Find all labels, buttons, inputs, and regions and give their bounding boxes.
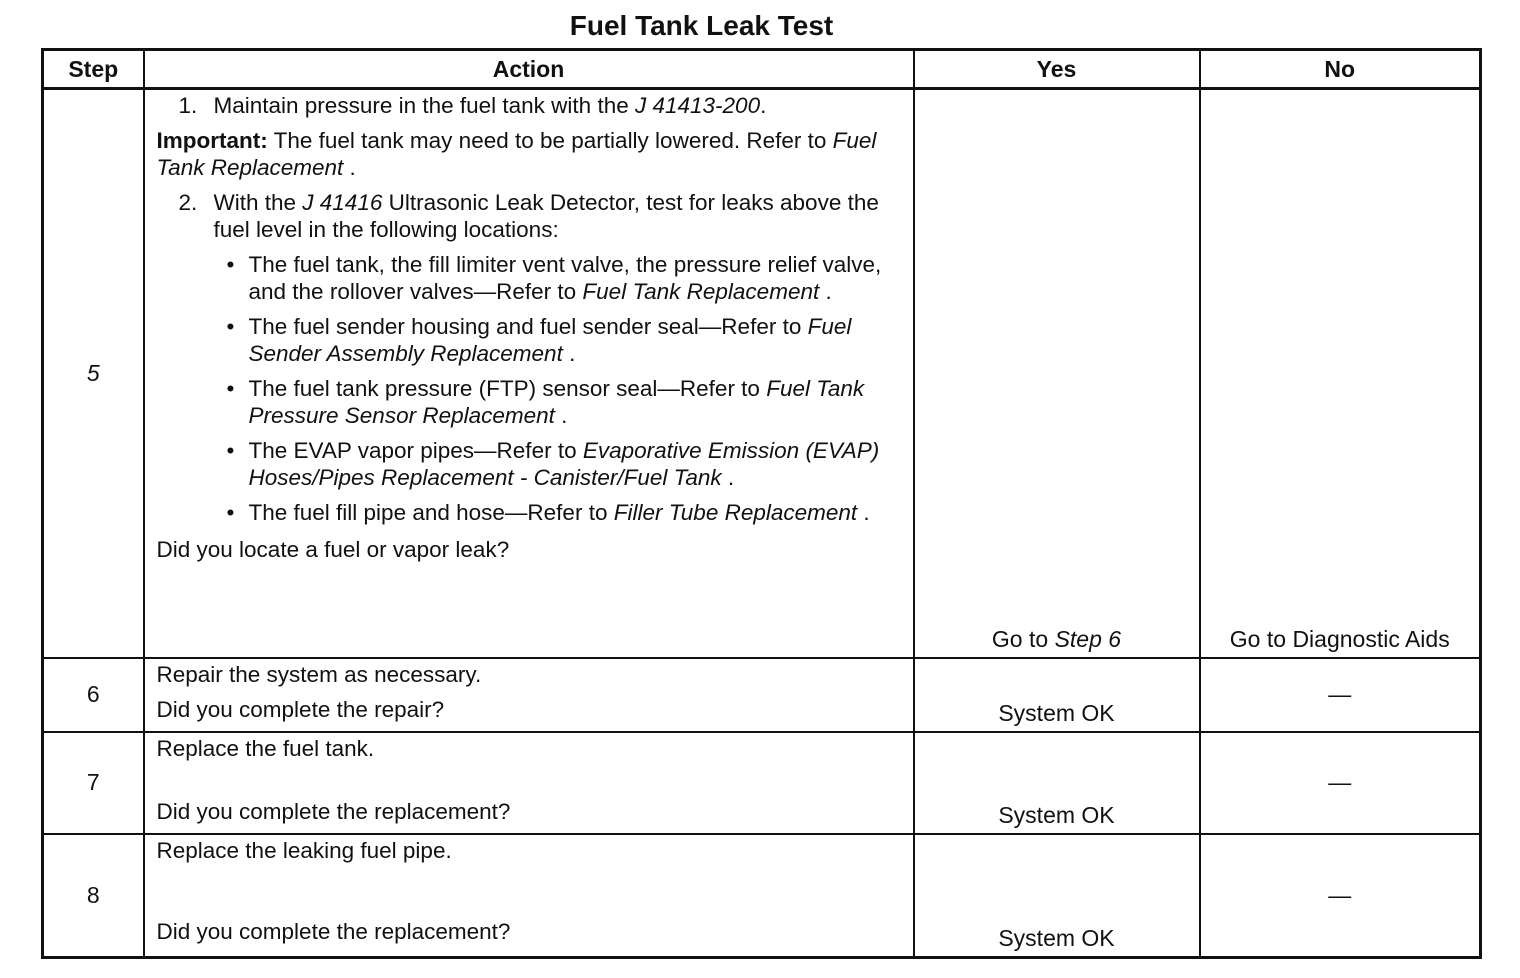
header-no: No xyxy=(1200,50,1481,89)
bullet-body: The fuel sender housing and fuel sender seal—Refer to xyxy=(248,314,808,339)
question: Did you complete the repair? xyxy=(156,696,445,722)
tool-reference: J 41416 xyxy=(302,190,383,215)
bullet-icon: • xyxy=(226,438,235,463)
item-number: 1. xyxy=(178,93,198,118)
item-text xyxy=(214,189,899,243)
header-row xyxy=(43,50,1481,89)
step-number: 8 xyxy=(43,834,144,958)
no-cell[interactable]: Go to Diagnostic Aids xyxy=(1200,89,1481,658)
bullet-item xyxy=(227,375,899,429)
item-text-pre: With the xyxy=(213,190,303,215)
procedure-link[interactable]: Fuel Tank Pressure Sensor Replacement xyxy=(248,376,865,428)
question: Did you complete the replacement? xyxy=(156,798,511,824)
bullet-end: . xyxy=(819,279,832,304)
bullet-item xyxy=(227,437,899,491)
table-row-step-7 xyxy=(43,732,1481,834)
question: Did you locate a fuel or vapor leak? xyxy=(156,537,510,562)
bullet-end: . xyxy=(554,403,568,428)
table-row-step-6 xyxy=(43,658,1481,732)
bullet-end: . xyxy=(721,465,735,490)
bullet-icon: • xyxy=(226,252,235,277)
no-cell: — xyxy=(1200,834,1481,958)
header-action: Action xyxy=(144,50,914,89)
step-number: 5 xyxy=(43,89,144,658)
numbered-item-1 xyxy=(179,92,899,119)
yes-cell: System OK xyxy=(914,658,1200,732)
bullet-body: The fuel fill pipe and hose—Refer to xyxy=(248,500,614,525)
important-text: The fuel tank may need to be partially lowered. Refer to xyxy=(267,128,833,153)
step-number: 7 xyxy=(43,732,144,834)
procedure-link[interactable]: Fuel Sender Assembly Replacement xyxy=(248,314,852,366)
yes-cell: System OK xyxy=(914,732,1200,834)
important-end: . xyxy=(343,155,356,180)
important-label: Important: xyxy=(156,128,268,153)
question: Did you complete the replacement? xyxy=(156,918,511,944)
step-number: 6 xyxy=(43,658,144,732)
yes-cell xyxy=(914,89,1200,658)
bullet-icon: • xyxy=(226,314,235,339)
bullet-end: . xyxy=(857,500,870,525)
bullet-end: . xyxy=(562,341,576,366)
action-cell xyxy=(144,834,914,958)
table-row-step-8 xyxy=(43,834,1481,958)
yes-cell: System OK xyxy=(914,834,1200,958)
spacer xyxy=(157,762,899,798)
no-cell: — xyxy=(1200,732,1481,834)
bullet-body: The fuel tank pressure (FTP) sensor seal—Refer to xyxy=(248,376,767,401)
action-cell xyxy=(144,658,914,732)
step-link[interactable]: Step 6 xyxy=(1054,625,1122,652)
item-text xyxy=(214,92,899,119)
action-text: Replace the leaking fuel pipe. xyxy=(156,837,452,863)
tool-reference: J 41413-200 xyxy=(634,93,761,118)
header-yes: Yes xyxy=(914,50,1200,89)
item-number: 2. xyxy=(178,190,198,215)
action-cell xyxy=(144,89,914,658)
numbered-item-2 xyxy=(179,189,899,243)
table-row-step-5 xyxy=(43,89,1481,658)
item-text-end: . xyxy=(760,93,767,118)
bullet-body: The fuel tank, the fill limiter vent valve, the pressure relief valve, and the rollover valves—Refer to xyxy=(248,252,882,304)
important-note xyxy=(157,127,899,181)
procedure-link[interactable]: Filler Tube Replacement xyxy=(613,500,858,525)
action-text: Replace the fuel tank. xyxy=(156,735,375,761)
header-step: Step xyxy=(43,50,144,89)
page-title: Fuel Tank Leak Test xyxy=(569,10,834,41)
item-text-body: Ultrasonic Leak Detector, test for leaks above the fuel level in the following locations: xyxy=(213,190,879,242)
procedure-link[interactable]: Fuel Tank Replacement xyxy=(582,279,820,304)
bullet-item xyxy=(227,499,899,526)
diagnostic-table xyxy=(41,48,1482,959)
action-text: Repair the system as necessary. xyxy=(156,661,482,687)
no-cell: — xyxy=(1200,658,1481,732)
item-text-body: Maintain pressure in the fuel tank with the xyxy=(213,93,635,118)
spacer xyxy=(157,864,899,918)
procedure-link[interactable]: Evaporative Emission (EVAP) Hoses/Pipes Replacement - Canister/Fuel Tank xyxy=(248,438,880,490)
action-cell xyxy=(144,732,914,834)
bullet-item xyxy=(227,251,899,305)
bullet-icon: • xyxy=(226,376,235,401)
yes-prefix: Go to xyxy=(991,625,1055,652)
bullet-text xyxy=(249,313,899,367)
bullet-text xyxy=(249,437,899,491)
bullet-text xyxy=(249,499,899,526)
bullet-icon: • xyxy=(226,500,235,525)
bullet-text xyxy=(249,375,899,429)
procedure-link[interactable]: Fuel Tank Replacement xyxy=(156,128,877,180)
bullet-item xyxy=(227,313,899,367)
bullet-text xyxy=(249,251,899,305)
bullet-body: The EVAP vapor pipes—Refer to xyxy=(248,438,583,463)
